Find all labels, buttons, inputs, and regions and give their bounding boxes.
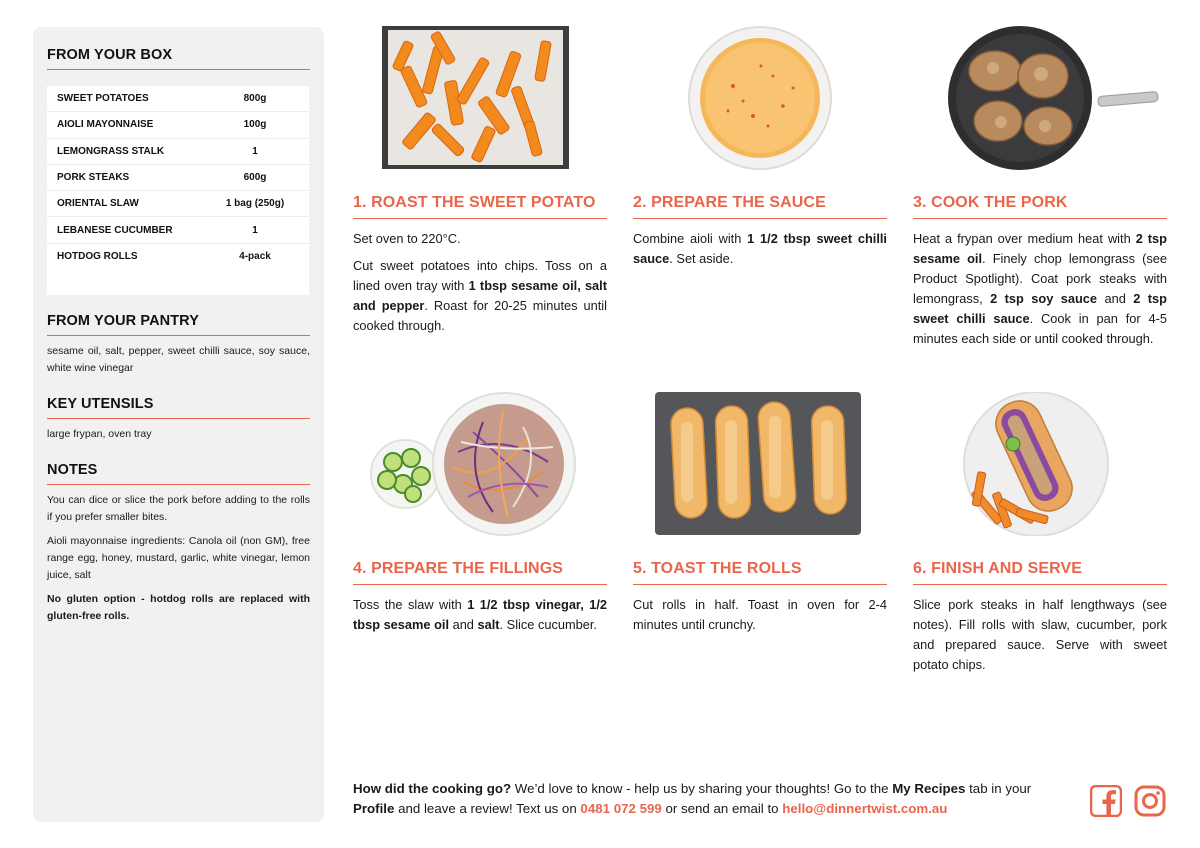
step-4: [353, 392, 607, 635]
ingredients-sidebar: [33, 27, 324, 822]
instruction-text: . Finely chop lemongrass (see Product Spotlight). Coat pork steaks with lemongrass,: [913, 251, 1167, 306]
key-utensils-heading: KEY UTENSILS: [47, 396, 310, 419]
chilli-aioli-bowl-photo: [633, 26, 887, 170]
step-3-title: 3. COOK THE PORK: [913, 194, 1167, 219]
note-item-gluten: No gluten option - hotdog rolls are replaced with gluten-free rolls.: [47, 593, 310, 622]
instagram-icon[interactable]: [1134, 785, 1166, 822]
ingredient-row: [47, 112, 309, 138]
ingredient-row: [47, 165, 309, 191]
instruction-paragraph: [353, 595, 607, 635]
step-5-title: 5. TOAST THE ROLLS: [633, 560, 887, 585]
footer-contact-link[interactable]: 0481 072 599: [580, 801, 662, 816]
instruction-text: Combine aioli with: [633, 231, 748, 246]
ingredient-row: [47, 139, 309, 165]
footer-text: or send an email to: [661, 801, 783, 816]
from-your-box-heading: FROM YOUR BOX: [47, 47, 310, 70]
pork-roll-with-chips-photo: [913, 392, 1167, 536]
footer-text: tab in your: [965, 781, 1032, 796]
instruction-text: . Roast for 20-25 minutes until cooked through.: [353, 298, 607, 333]
instruction-bold: 1 tbsp sesame oil, salt and pepper: [353, 278, 607, 313]
ingredient-name: LEMONGRASS STALK: [57, 145, 165, 157]
ingredient-name: SWEET POTATOES: [57, 93, 149, 105]
instruction-paragraph: [633, 229, 887, 269]
step-2-title: 2. PREPARE THE SAUCE: [633, 194, 887, 219]
ingredient-row: [47, 217, 309, 243]
step-1-instructions: [353, 229, 607, 336]
instruction-paragraph: [913, 595, 1167, 675]
instruction-text: Set oven to 220°C.: [353, 231, 461, 246]
instruction-text: . Cook in pan for 4-5 minutes each side or until cooked through.: [913, 311, 1167, 346]
from-your-pantry-heading: FROM YOUR PANTRY: [47, 313, 310, 336]
ingredient-row: [47, 86, 309, 112]
pork-in-frypan-photo: [913, 26, 1167, 170]
step-2: [633, 26, 887, 269]
step-6-instructions: [913, 595, 1167, 675]
instruction-text: Heat a frypan over medium heat with: [913, 231, 1136, 246]
instruction-text: Cut sweet potatoes into chips. Toss on a lined oven tray with: [353, 258, 607, 293]
notes-heading: NOTES: [47, 462, 310, 485]
ingredient-qty: 1: [252, 145, 258, 157]
ingredient-qty: 100g: [243, 119, 267, 131]
footer-bold: Profile: [353, 801, 395, 816]
footer-text: We’d love to know - help us by sharing your thoughts! Go to the: [511, 781, 893, 796]
instruction-paragraph: [633, 595, 887, 635]
instruction-bold: salt: [477, 617, 500, 632]
slaw-and-cucumber-photo: [353, 392, 607, 536]
ingredient-name: PORK STEAKS: [57, 172, 130, 184]
instruction-text: and: [1097, 291, 1134, 306]
instruction-text: . Slice cucumber.: [499, 617, 597, 632]
facebook-icon[interactable]: [1090, 785, 1122, 822]
note-item: You can dice or slice the pork before adding to the rolls if you prefer smaller bites.: [47, 494, 310, 523]
ingredient-name: ORIENTAL SLAW: [57, 198, 139, 210]
instruction-text: . Set aside.: [669, 251, 734, 266]
instruction-text: Cut rolls in half. Toast in oven for 2-4 minutes until crunchy.: [633, 597, 887, 632]
instruction-text: and: [449, 617, 478, 632]
step-2-instructions: [633, 229, 887, 269]
instruction-bold: 1 1/2 tbsp vinegar, 1/2 tbsp sesame oil: [353, 597, 607, 632]
instruction-paragraph: [353, 229, 607, 249]
step-3-instructions: [913, 229, 1167, 349]
footer-bold: How did the cooking go?: [353, 781, 512, 796]
footer-contact-link[interactable]: hello@dinnertwist.com.au: [782, 801, 948, 816]
step-5: [633, 392, 887, 635]
ingredients-table: [47, 86, 309, 295]
footer-text: and leave a review! Text us on: [394, 801, 581, 816]
ingredient-qty: 600g: [243, 172, 267, 184]
ingredient-qty: 1: [252, 224, 258, 236]
note-item: Aioli mayonnaise ingredients: Canola oil (non GM), free range egg, honey, mustard, garlic, white vinegar, lemon juice, salt: [47, 535, 310, 581]
ingredient-name: LEBANESE CUCUMBER: [57, 224, 173, 236]
roasted-sweet-potato-chips-photo: [353, 26, 607, 170]
ingredient-row: [47, 191, 309, 217]
step-1: [353, 26, 607, 336]
step-6: [913, 392, 1167, 675]
instruction-bold: 2 tsp sweet chilli sauce: [913, 291, 1167, 326]
pantry-list: sesame oil, salt, pepper, sweet chilli sauce, soy sauce, white wine vinegar: [47, 345, 310, 374]
ingredient-qty: 4-pack: [239, 251, 271, 263]
instruction-bold: 1 1/2 tbsp sweet chilli sauce: [633, 231, 887, 266]
toasted-rolls-photo: [633, 392, 887, 536]
utensils-list: large frypan, oven tray: [47, 428, 152, 440]
feedback-footer: [353, 779, 1073, 819]
step-1-title: 1. ROAST THE SWEET POTATO: [353, 194, 607, 219]
instruction-text: Toss the slaw with: [353, 597, 468, 612]
step-3: [913, 26, 1167, 349]
ingredient-qty: 800g: [243, 93, 267, 105]
step-6-title: 6. FINISH AND SERVE: [913, 560, 1167, 585]
ingredient-name: AIOLI MAYONNAISE: [57, 119, 154, 131]
instruction-paragraph: [913, 229, 1167, 349]
instruction-bold: 2 tsp soy sauce: [990, 291, 1098, 306]
step-4-title: 4. PREPARE THE FILLINGS: [353, 560, 607, 585]
ingredient-qty: 1 bag (250g): [225, 198, 285, 210]
step-5-instructions: [633, 595, 887, 635]
ingredient-name: HOTDOG ROLLS: [57, 251, 138, 263]
step-4-instructions: [353, 595, 607, 635]
footer-bold: My Recipes: [892, 781, 966, 796]
instruction-paragraph: [353, 256, 607, 336]
ingredient-row: [47, 244, 309, 270]
instruction-bold: 2 tsp sesame oil: [913, 231, 1167, 266]
instruction-text: Slice pork steaks in half lengthways (see notes). Fill rolls with slaw, cucumber, pork and prepared sauce. Serve with sweet potato chips.: [913, 597, 1167, 672]
